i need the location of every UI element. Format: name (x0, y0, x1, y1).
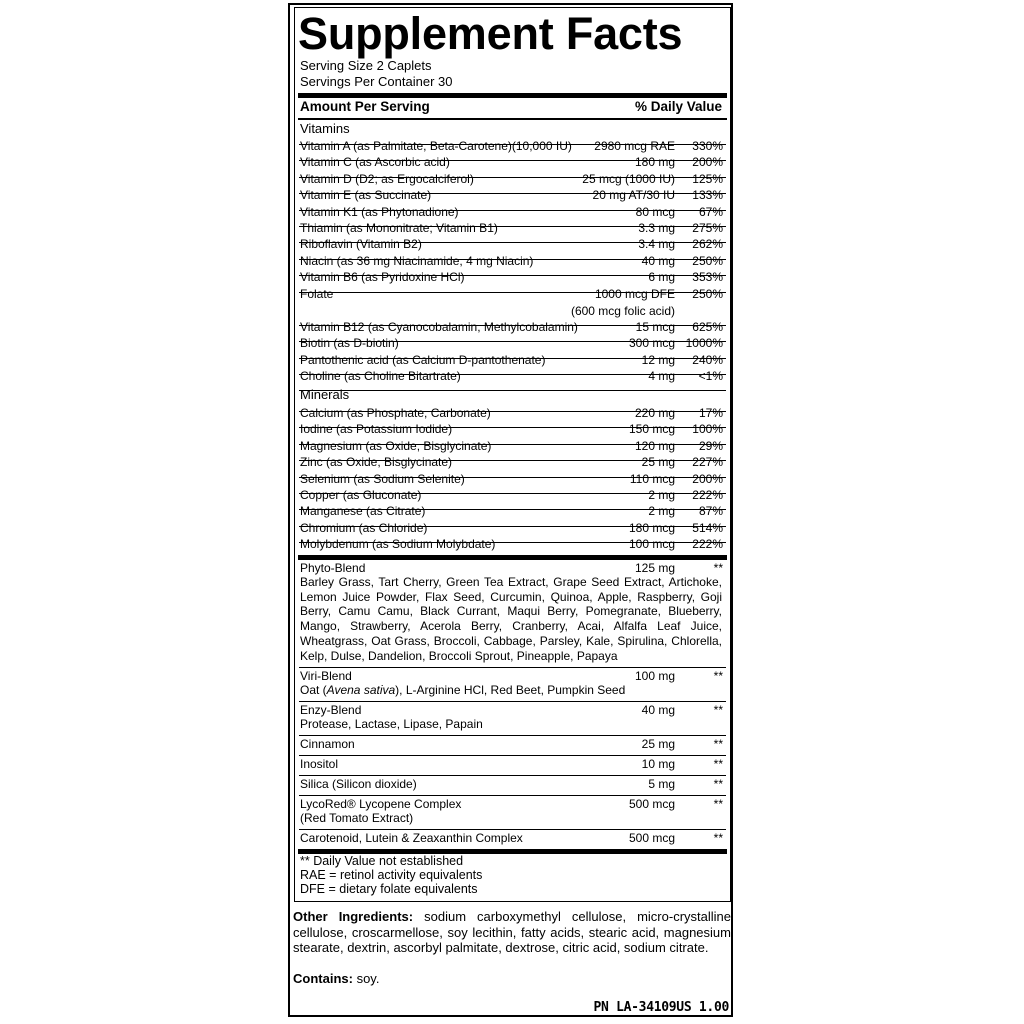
ingredient-dv: ** (713, 737, 723, 751)
amount-per-serving-heading: Amount Per Serving (300, 99, 430, 114)
nutrient-dv: <1% (698, 369, 723, 384)
nutrient-name: Niacin (as 36 mg Niacinamide, 4 mg Niacin) (300, 253, 534, 268)
ingredient-amount: 5 mg (648, 777, 675, 791)
supplement-facts-panel (294, 7, 731, 902)
vitamins-heading: Vitamins (300, 121, 350, 136)
blend-ingredients: Barley Grass, Tart Cherry, Green Tea Extract, Grape Seed Extract, Artichoke, Lemon Juice Powder, Flax Seed, Curcumin, Quinoa, Apple, Raspberry, Goji Berry, Camu Camu, Black Currant, Maqui Berry, Pomegranate, Blueberry, Mango, Strawberry, Acerola Berry, Cranberry, Acai, Alfalfa Leaf Juice, Wheatgrass, Oat Grass, Broccoli, Cabbage, Parsley, Kale, Spirulina, Chlorella, Kelp, Dulse, Dandelion, Broccoli Sprout, Pineapple, Papaya (300, 575, 722, 663)
nutrient-amount: 2 mg (648, 504, 675, 519)
nutrient-dv: 17% (698, 406, 723, 420)
nutrient-amount: 15 mcg (635, 320, 675, 334)
nutrient-name: Thiamin (as Mononitrate; Vitamin B1) (300, 221, 498, 235)
nutrient-dv: 250% (692, 287, 723, 301)
nutrient-amount: 1000 mcg DFE (594, 287, 675, 301)
nutrient-amount: 20 mg AT/30 IU (592, 188, 675, 203)
ingredient-name: Inositol (300, 757, 339, 771)
nutrient-dv: 275% (692, 221, 723, 235)
nutrient-amount: 3.3 mg (638, 221, 675, 235)
nutrient-name: Vitamin C (as Ascorbic acid) (300, 155, 450, 170)
allergen-statement (293, 971, 379, 986)
nutrient-dv: 262% (692, 237, 723, 252)
folate-note: (600 mcg folic acid) (570, 304, 675, 318)
nutrient-name: Iodine (as Potassium Iodide) (300, 422, 453, 437)
nutrient-name: Biotin (as D-biotin) (300, 336, 399, 351)
nutrient-dv: 625% (692, 320, 723, 334)
daily-value-heading: % Daily Value (634, 99, 722, 114)
phyto-blend (299, 561, 726, 666)
other-ingredients-text: sodium carboxymethyl cellulose, micro-crystalline cellulose, croscarmellose, soy lecithin, fatty acids, stearic acid, magnesium stearate, dextrin, ascorbyl palmitate, dextrose, citric acid, sodium citrate. (293, 909, 731, 955)
nutrient-amount: 4 mg (648, 369, 675, 384)
serving-size: Serving Size 2 Caplets (300, 58, 432, 73)
contains-label: Contains: (293, 971, 353, 986)
nutrient-name: Vitamin B6 (as Pyridoxine HCl) (300, 270, 465, 285)
row-divider (299, 667, 726, 668)
blend-amount: 100 mg (634, 669, 675, 683)
footnote-rae: RAE = retinol activity equivalents (300, 868, 483, 882)
nutrient-name: Riboflavin (Vitamin B2) (300, 237, 422, 252)
ingredient-dv: ** (713, 757, 723, 771)
ingredient-dv: ** (713, 797, 723, 811)
nutrient-dv: 200% (692, 155, 723, 170)
panel-title: Supplement Facts (298, 8, 683, 59)
heading-divider (298, 118, 727, 120)
nutrient-amount: 3.4 mg (638, 237, 675, 252)
nutrient-amount: 100 mcg (628, 537, 675, 552)
nutrient-amount: 12 mg (641, 352, 675, 367)
nutrient-name: Molybdenum (as Sodium Molybdate) (300, 537, 496, 552)
nutrient-amount: 80 mcg (635, 204, 675, 219)
nutrient-name: Copper (as Gluconate) (300, 488, 422, 502)
thick-divider (298, 93, 727, 98)
nutrient-amount: 150 mcg (628, 422, 675, 437)
row-divider (299, 829, 726, 830)
blend-ingredients (300, 683, 722, 698)
servings-per-container: Servings Per Container 30 (300, 74, 453, 89)
blend-amount: 125 mg (634, 561, 675, 575)
ingredient-name: Cinnamon (300, 737, 355, 751)
nutrient-name: Vitamin K1 (as Phytonadione) (300, 204, 459, 219)
ingredient-amount: 500 mcg (628, 797, 675, 811)
nutrient-name: Chromium (as Chloride) (300, 520, 428, 535)
nutrient-dv: 514% (692, 520, 723, 535)
blend-amount: 40 mg (641, 703, 675, 717)
nutrient-name: Pantothenic acid (as Calcium D-pantothenate) (300, 352, 546, 367)
nutrient-dv: 125% (692, 171, 723, 186)
footnote-dv: ** Daily Value not established (300, 854, 464, 868)
ingredient-dv: ** (713, 831, 723, 845)
nutrient-amount: 180 mg (634, 155, 675, 170)
row-divider (299, 701, 726, 702)
nutrient-dv: 29% (698, 438, 723, 453)
ingredient-name: Silica (Silicon dioxide) (300, 777, 417, 791)
nutrient-name: Vitamin B12 (as Cyanocobalamin, Methylcobalamin) (300, 320, 578, 334)
latin-name: Avena sativa (326, 683, 396, 697)
nutrient-dv: 87% (698, 504, 723, 519)
nutrient-name: Folate (300, 287, 334, 301)
other-ingredients-label: Other Ingredients: (293, 909, 414, 924)
nutrient-dv: 227% (692, 455, 723, 470)
ingredient-amount: 25 mg (641, 737, 675, 751)
blend-dv: ** (713, 561, 723, 575)
nutrient-name: Vitamin D (D2; as Ergocalciferol) (300, 171, 474, 186)
nutrient-amount: 2 mg (648, 488, 675, 502)
row-divider (299, 755, 726, 756)
nutrient-name: Magnesium (as Oxide, Bisglycinate) (300, 438, 492, 453)
nutrient-amount: 2980 mcg RAE (594, 139, 675, 153)
nutrient-dv: 100% (692, 422, 723, 437)
nutrient-amount: 300 mcg (628, 336, 675, 351)
ingredient-note: (Red Tomato Extract) (300, 811, 414, 825)
nutrient-dv: 133% (692, 188, 723, 203)
ingredient-name: Carotenoid, Lutein & Zeaxanthin Complex (300, 831, 523, 845)
nutrient-name: Manganese (as Citrate) (300, 504, 426, 519)
ingredient-amount: 10 mg (641, 757, 675, 771)
nutrient-dv: 67% (698, 204, 723, 219)
blend-dv: ** (713, 669, 723, 683)
nutrient-dv: 1000% (685, 336, 723, 351)
nutrient-amount: 40 mg (641, 253, 675, 268)
nutrient-dv: 330% (692, 139, 723, 153)
desc-part: Oat ( (300, 683, 327, 697)
contains-text: soy. (352, 971, 380, 986)
nutrient-amount: 220 mg (634, 406, 675, 420)
nutrient-name: Calcium (as Phosphate, Carbonate) (300, 406, 491, 420)
row-divider (299, 390, 726, 391)
nutrient-dv: 222% (692, 488, 723, 502)
nutrient-amount: 25 mg (641, 455, 675, 470)
desc-part: ), L-Arginine HCl, Red Beet, Pumpkin Seed (395, 683, 626, 697)
ingredient-amount: 500 mcg (628, 831, 675, 845)
footnote-dfe: DFE = dietary folate equivalents (300, 882, 478, 896)
nutrient-amount: 110 mcg (629, 471, 675, 486)
ingredient-dv: ** (713, 777, 723, 791)
ingredient-name: LycoRed® Lycopene Complex (300, 797, 462, 811)
nutrient-name: Selenium (as Sodium Selenite) (300, 471, 465, 486)
nutrient-amount: 25 mcg (1000 IU) (582, 171, 675, 186)
row-divider (299, 735, 726, 736)
nutrient-dv: 240% (692, 352, 723, 367)
nutrient-name: Vitamin E (as Succinate) (300, 188, 432, 203)
other-ingredients (293, 909, 731, 956)
nutrient-dv: 222% (692, 537, 723, 552)
nutrient-name: Choline (as Choline Bitartrate) (300, 369, 461, 384)
nutrient-amount: 6 mg (648, 270, 675, 285)
nutrient-dv: 200% (692, 471, 723, 486)
thick-divider (298, 555, 727, 560)
nutrient-amount: 120 mg (634, 438, 675, 453)
nutrient-name: Zinc (as Oxide, Bisglycinate) (300, 455, 453, 470)
part-number: PN LA-34109US 1.00 (593, 1000, 729, 1015)
blend-dv: ** (713, 703, 723, 717)
blend-name: Phyto-Blend (300, 561, 366, 575)
blend-name: Enzy-Blend (300, 703, 362, 717)
blend-name: Viri-Blend (300, 669, 352, 683)
nutrient-name: Vitamin A (as Palmitate, Beta-Carotene)(10,000 IU) (300, 139, 572, 153)
nutrient-amount: 180 mcg (628, 520, 675, 535)
row-divider (299, 795, 726, 796)
nutrient-dv: 353% (692, 270, 723, 285)
row-divider (299, 775, 726, 776)
nutrient-dv: 250% (692, 253, 723, 268)
minerals-heading: Minerals (300, 387, 350, 402)
blend-ingredients: Protease, Lactase, Lipase, Papain (300, 717, 483, 731)
